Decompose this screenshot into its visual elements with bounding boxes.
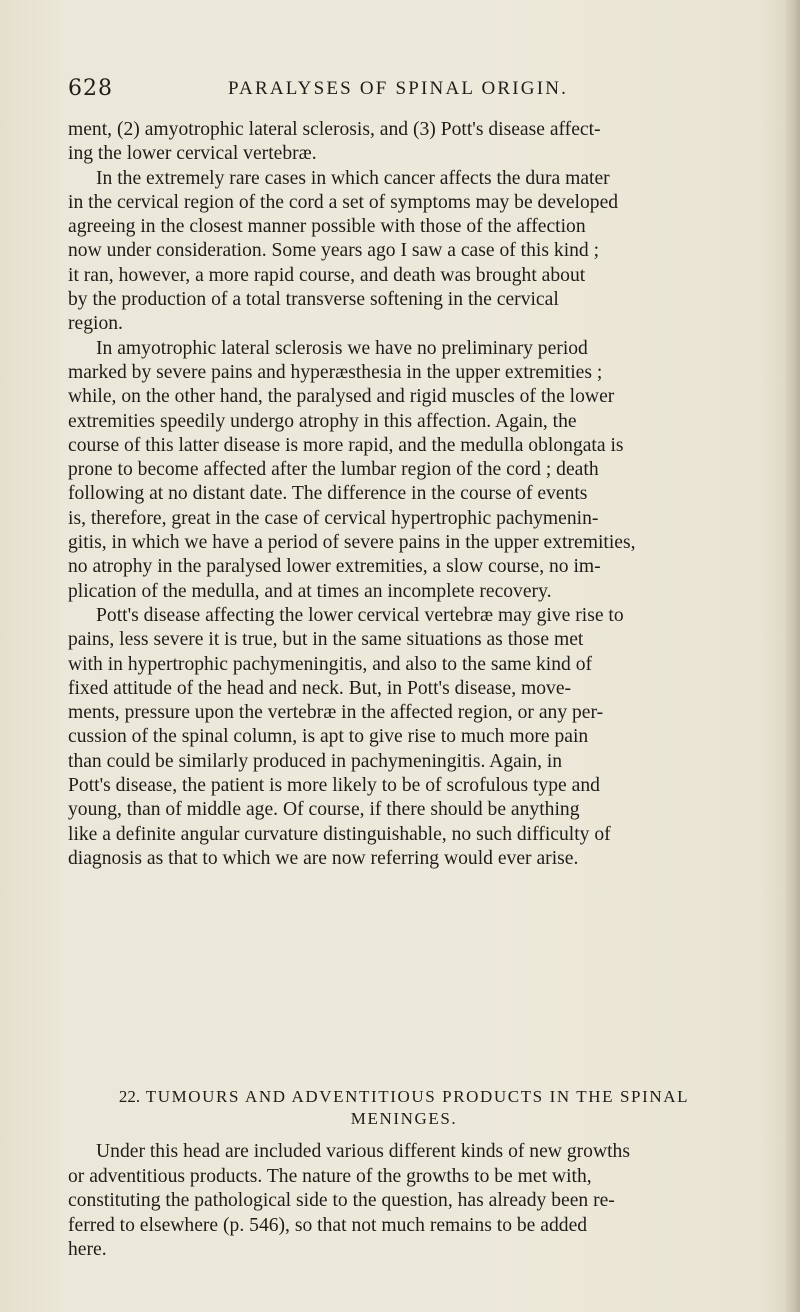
section-heading-line2 [68,1108,740,1130]
page-header [68,76,728,110]
text-line: ment, (2) amyotrophic lateral sclerosis, and (3) Pott's disease affect- [68,119,601,140]
text-line: ferred to elsewhere (p. 546), so that not much remains to be added [68,1214,588,1236]
text-line: Under this head are included various different kinds of new growths [96,1141,630,1162]
text-line: course of this latter disease is more rapid, and the medulla oblongata is [68,434,624,456]
text-line: no atrophy in the paralysed lower extremities, a slow course, no im- [68,556,601,578]
text-line: by the production of a total transverse softening in the cervical [68,289,559,311]
page-number: 628 [68,76,113,101]
section-tumours [68,1086,740,1263]
text-line: or adventitious products. The nature of the growths to be met with, [68,1165,592,1187]
section-title-line2: MENINGES. [350,1109,458,1128]
text-line: gitis, in which we have a period of severe pains in the upper extremities, [68,532,636,554]
text-line: ments, pressure upon the vertebræ in the affected region, or any per- [68,702,604,724]
text-line: ing the lower cervical vertebræ. [68,143,317,165]
text-line: than could be similarly produced in pachymeningitis. Again, in [68,750,563,772]
section-body [68,1140,740,1263]
text-line: with in hypertrophic pachymeningitis, and also to the same kind of [68,653,593,675]
section-number: 22. [118,1087,141,1106]
text-line: in the cervical region of the cord a set of symptoms may be developed [68,191,619,213]
text-line: pains, less severe it is true, but in the same situations as those met [68,629,584,651]
text-line: cussion of the spinal column, is apt to give rise to much more pain [68,726,589,748]
paragraph [68,337,740,604]
text-line: In amyotrophic lateral sclerosis we have no preliminary period [96,337,588,359]
section-title-line1: TUMOURS AND ADVENTITIOUS PRODUCTS IN THE SPINAL [145,1087,690,1106]
text-line: young, than of middle age. Of course, if there should be anything [68,799,580,821]
text-line: agreeing in the closest manner possible with those of the affection [68,216,586,238]
text-line: is, therefore, great in the case of cervical hypertrophic pachymenin- [68,507,599,529]
text-line: here. [68,1239,107,1261]
text-line: diagnosis as that to which we are now referring would ever arise. [68,847,579,869]
text-line: region. [68,313,123,335]
paragraph [68,167,740,337]
paragraph [68,604,740,871]
text-line: extremities speedily undergo atrophy in this affection. Again, the [68,410,577,432]
text-line: like a definite angular curvature distinguishable, no such difficulty of [68,823,611,845]
text-line: plication of the medulla, and at times an incomplete recovery. [68,580,552,602]
text-line: marked by severe pains and hyperæsthesia in the upper extremities ; [68,361,603,383]
text-line: fixed attitude of the head and neck. But, in Pott's disease, move- [68,677,572,699]
text-line: constituting the pathological side to the question, has already been re- [68,1190,615,1212]
text-line: In the extremely rare cases in which cancer affects the dura mater [96,167,610,189]
page-edge [786,0,800,1312]
body-text [68,118,740,871]
text-line: Pott's disease, the patient is more likely to be of scrofulous type and [68,775,600,797]
running-head: PARALYSES OF SPINAL ORIGIN. [228,78,569,99]
text-line: while, on the other hand, the paralysed and rigid muscles of the lower [68,386,615,408]
text-line: prone to become affected after the lumbar region of the cord ; death [68,459,599,481]
paragraph [68,118,740,167]
text-line: following at no distant date. The difference in the course of events [68,483,588,505]
text-line: it ran, however, a more rapid course, and death was brought about [68,264,586,286]
section-heading [68,1086,740,1108]
text-line: now under consideration. Some years ago I saw a case of this kind ; [68,240,600,262]
text-line: Pott's disease affecting the lower cervical vertebræ may give rise to [96,604,624,626]
